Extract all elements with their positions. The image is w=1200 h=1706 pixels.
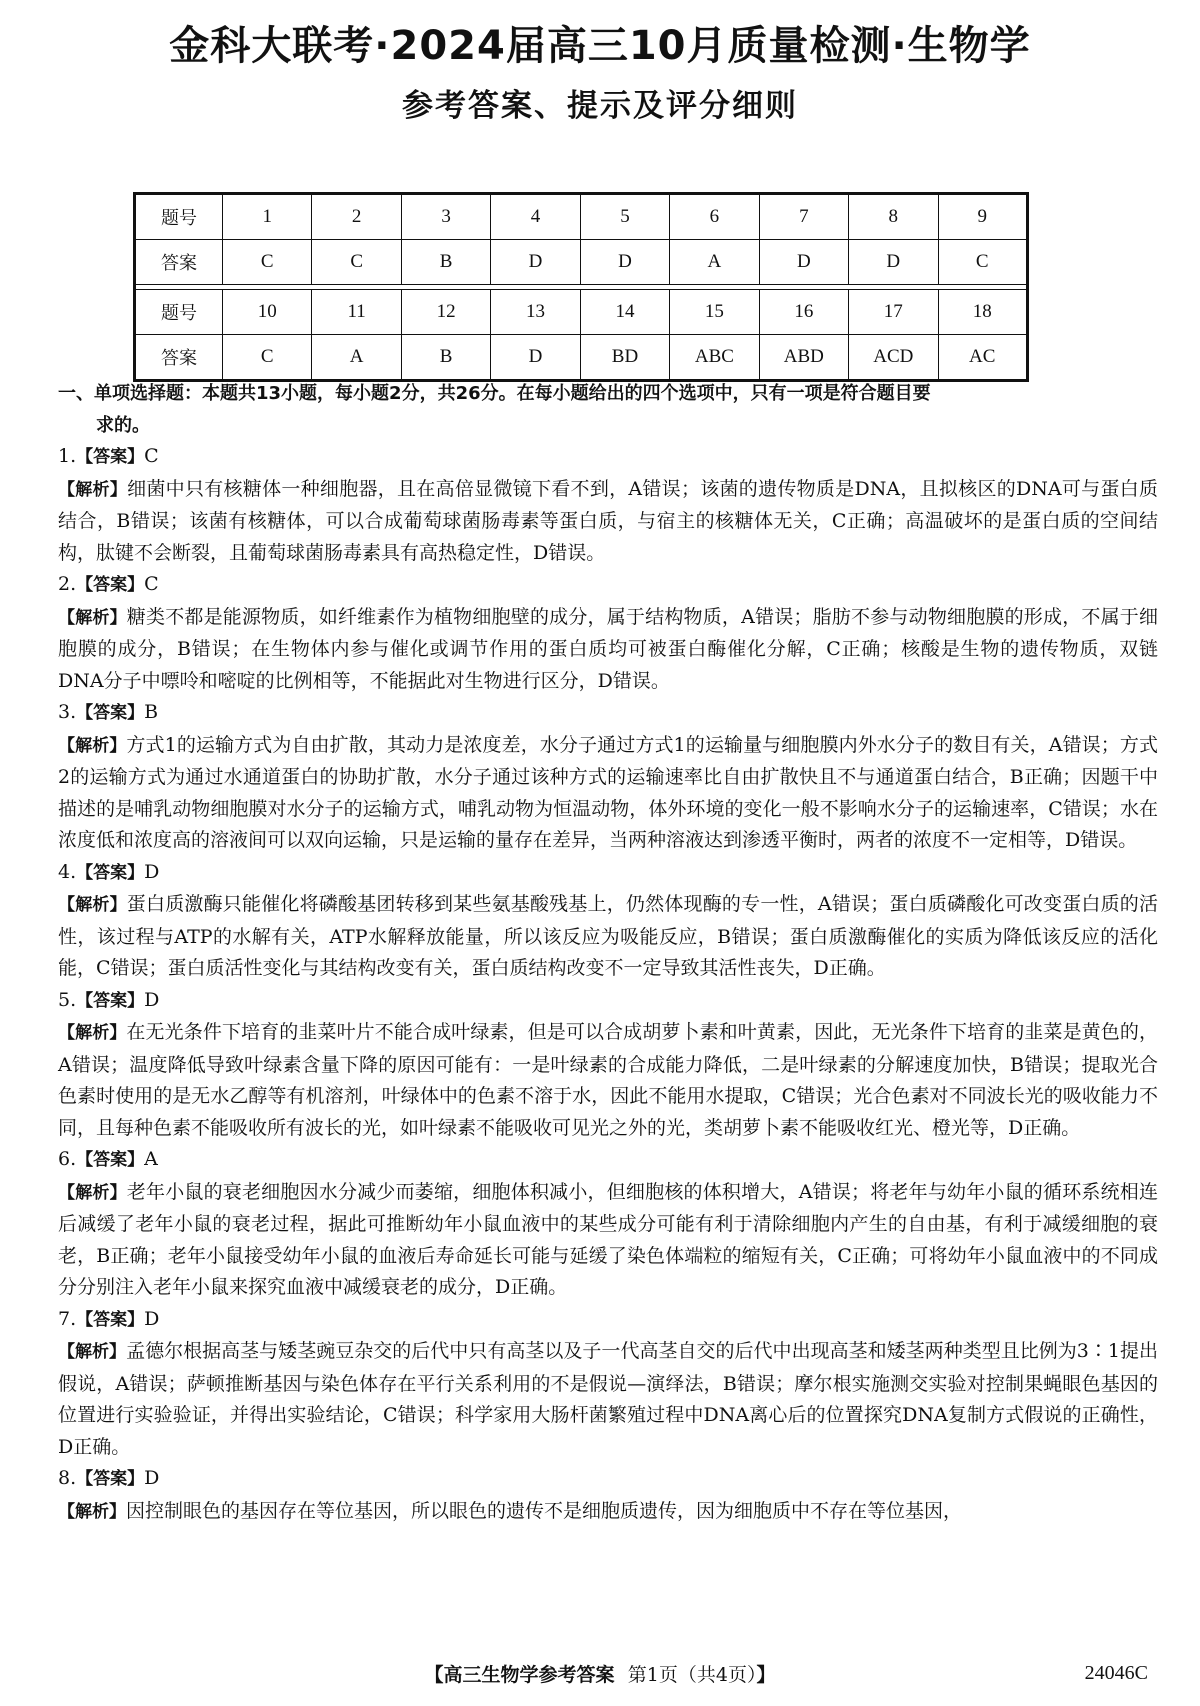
- analysis-text: 蛋白质激酶只能催化将磷酸基团转移到某些氨基酸残基上，仍然体现酶的专一性，A错误；蛋白质磷酸化可改变蛋白质的活性，该过程与ATP的水解有关，ATP水解释放能量，所以该反应为吸能反应，B错误；蛋白质激酶催化的实质为降低该反应的活化能，C错误；蛋白质活性变化与其结构改变有关，蛋白质结构改变不一定导致其活性丧失，D正确。: [58, 893, 1158, 979]
- analysis-text: 在无光条件下培育的韭菜叶片不能合成叶绿素，但是可以合成胡萝卜素和叶黄素，因此，无光条件下培育的韭菜是黄色的，A错误；温度降低导致叶绿素含量下降的原因可能有：一是叶绿素的合成能力降低，二是叶绿素的分解速度加快，B错误；提取光合色素时使用的是无水乙醇等有机溶剂，叶绿体中的色素不溶于水，因此不能用水提取，C错误；光合色素对不同波长光的吸收能力不同，且每种色素不能吸收所有波长的光，如叶绿素不能吸收可见光之外的光，类胡萝卜素不能吸收红光、橙光等，D正确。: [58, 1021, 1158, 1139]
- analysis-paragraph: [58, 474, 1158, 570]
- answer-value: D: [144, 1467, 160, 1489]
- answer-cell: BD: [580, 335, 669, 381]
- question-item: [58, 857, 1158, 985]
- question-number-cell: 2: [312, 194, 401, 240]
- question-number-cell: 3: [401, 194, 490, 240]
- question-number-cell: 9: [938, 194, 1028, 240]
- analysis-paragraph: [58, 1177, 1158, 1304]
- question-number: 2.: [58, 573, 77, 595]
- analysis-text: 细菌中只有核糖体一种细胞器，且在高倍显微镜下看不到，A错误；该菌的遗传物质是DNA，且拟核区的DNA可与蛋白质结合，B错误；该菌有核糖体，可以合成葡萄球菌肠毒素等蛋白质，与宿主的核糖体无关，C正确；高温破坏的是蛋白质的空间结构，肽键不会断裂，且葡萄球菌肠毒素具有高热稳定性，D错误。: [58, 477, 1158, 564]
- analysis-text: 老年小鼠的衰老细胞因水分减少而萎缩，细胞体积减小，但细胞核的体积增大，A错误；将老年与幼年小鼠的循环系统相连后减缓了老年小鼠的衰老过程，据此可推断幼年小鼠血液中的某些成分可能有利于清除细胞内产生的自由基，有利于减缓细胞的衰老，B正确；老年小鼠接受幼年小鼠的血液后寿命延长可能与延缓了染色体端粒的缩短有关，C正确；可将幼年小鼠血液中的不同成分分别注入老年小鼠来探究血液中减缓衰老的成分，D正确。: [58, 1180, 1158, 1298]
- answer-tag: 【答案】: [76, 1469, 145, 1489]
- answer-table-answer-row: [135, 240, 1028, 285]
- explanations: [58, 378, 1158, 1528]
- analysis-paragraph: [58, 602, 1158, 698]
- answer-cell: AC: [938, 335, 1028, 381]
- analysis-text: 糖类不都是能源物质，如纤维素作为植物细胞壁的成分，属于结构物质，A错误；脂肪不参与动物细胞膜的形成，不属于细胞膜的成分，B错误；在生物体内参与催化或调节作用的蛋白质均可被蛋白酶催化分解，C正确；核酸是生物的遗传物质，双链DNA分子中嘌呤和嘧啶的比例相等，不能据此对生物进行区分，D错误。: [58, 605, 1158, 692]
- page-subtitle: 参考答案、提示及评分细则: [402, 88, 798, 124]
- analysis-paragraph: [58, 730, 1158, 857]
- page-title: 金科大联考·2024届高三10月质量检测·生物学: [169, 23, 1031, 69]
- analysis-tag: 【解析】: [58, 735, 127, 756]
- answer-cell: ACD: [849, 335, 938, 381]
- footer-page-number: 第1页（共4页）: [627, 1664, 757, 1686]
- answer-cell: A: [312, 335, 401, 381]
- answer-tag: 【答案】: [76, 862, 145, 883]
- question-number-cell: 1: [223, 194, 312, 240]
- question-number-cell: 4: [491, 194, 580, 240]
- answer-line: [58, 569, 1158, 602]
- question-number: 1.: [58, 445, 77, 467]
- answer-table-answer-row: [135, 335, 1028, 381]
- analysis-paragraph: [58, 1017, 1158, 1144]
- answer-cell: ABD: [759, 335, 848, 381]
- question-number: 4.: [58, 860, 77, 883]
- question-number-cell: 13: [491, 290, 580, 335]
- question-number: 7.: [58, 1307, 77, 1330]
- question-number: 6.: [58, 1148, 77, 1170]
- answer-cell: C: [223, 335, 312, 381]
- answer-value: C: [144, 445, 159, 467]
- question-number-cell: 5: [580, 194, 669, 240]
- question-number-cell: 6: [670, 194, 759, 240]
- answer-tag: 【答案】: [76, 1309, 145, 1330]
- question-number-cell: 11: [312, 290, 401, 335]
- answer-cell: C: [312, 240, 401, 285]
- page-footer: [0, 1660, 1200, 1687]
- answer-line: [58, 1463, 1158, 1496]
- answer-cell: D: [849, 240, 938, 285]
- analysis-paragraph: [58, 1336, 1158, 1463]
- question-number: 8.: [58, 1467, 77, 1489]
- question-number-cell: 18: [938, 290, 1028, 335]
- answer-line: [58, 441, 1158, 474]
- analysis-tag: 【解析】: [58, 1342, 127, 1362]
- question-number-cell: 15: [670, 290, 759, 335]
- question-number: 3.: [58, 701, 77, 723]
- question-item: [58, 985, 1158, 1145]
- answer-value: C: [144, 573, 159, 595]
- answer-line: [58, 697, 1158, 730]
- row-label-answer: 答案: [135, 335, 223, 381]
- section-heading-line1: 一、单项选择题：本题共13小题，每小题2分，共26分。在每小题给出的四个选项中，只有一项是符合题目要: [58, 383, 931, 404]
- section-heading-continued: [58, 410, 1158, 442]
- answer-cell: D: [491, 335, 580, 381]
- analysis-paragraph: [58, 1496, 1158, 1529]
- question-number: 5.: [58, 988, 77, 1011]
- question-number-cell: 10: [223, 290, 312, 335]
- answer-cell: ABC: [670, 335, 759, 381]
- question-item: [58, 569, 1158, 697]
- analysis-tag: 【解析】: [58, 1501, 126, 1522]
- answer-cell: A: [670, 240, 759, 285]
- analysis-tag: 【解析】: [58, 1182, 127, 1203]
- question-item: [58, 1463, 1158, 1528]
- answer-tag: 【答案】: [76, 575, 145, 595]
- question-number-cell: 8: [849, 194, 938, 240]
- question-number-cell: 17: [849, 290, 938, 335]
- question-number-cell: 14: [580, 290, 669, 335]
- answer-tag: 【答案】: [76, 447, 145, 467]
- row-label-number: 题号: [135, 290, 223, 335]
- section-heading: [58, 378, 1158, 410]
- answer-line: [58, 1144, 1158, 1177]
- answer-cell: C: [223, 240, 312, 285]
- analysis-text: 方式1的运输方式为自由扩散，其动力是浓度差，水分子通过方式1的运输量与细胞膜内外水分子的数目有关，A错误；方式2的运输方式为通过水通道蛋白的协助扩散，水分子通过该种方式的运输速率比自由扩散快且不与通道蛋白结合，B正确；因题干中描述的是哺乳动物细胞膜对水分子的运输方式，哺乳动物为恒温动物，体外环境的变化一般不影响水分子的运输速率，C错误；水在浓度低和浓度高的溶液间可以双向运输，只是运输的量存在差异，当两种溶液达到渗透平衡时，两者的浓度不一定相等，D错误。: [58, 733, 1158, 851]
- analysis-text: 因控制眼色的基因存在等位基因，所以眼色的遗传不是细胞质遗传，因为细胞质中不存在等位基因，: [126, 1499, 963, 1522]
- question-item: [58, 441, 1158, 569]
- question-item: [58, 1144, 1158, 1304]
- answer-cell: D: [759, 240, 848, 285]
- analysis-tag: 【解析】: [58, 607, 127, 628]
- answer-table: [133, 192, 1029, 382]
- answer-tag: 【答案】: [76, 1150, 145, 1170]
- answer-cell: D: [491, 240, 580, 285]
- answer-cell: B: [401, 240, 490, 285]
- question-item: [58, 1304, 1158, 1464]
- question-number-cell: 16: [759, 290, 848, 335]
- answer-value: B: [144, 701, 159, 723]
- answer-table-number-row: [135, 290, 1028, 335]
- answer-line: [58, 857, 1158, 890]
- answer-line: [58, 1304, 1158, 1337]
- answer-value: A: [144, 1148, 158, 1170]
- document-code: 24046C: [1084, 1662, 1148, 1684]
- answer-line: [58, 985, 1158, 1018]
- answer-value: D: [144, 860, 160, 883]
- answer-tag: 【答案】: [76, 703, 145, 723]
- row-label-answer: 答案: [135, 240, 223, 285]
- answer-cell: D: [580, 240, 669, 285]
- analysis-tag: 【解析】: [58, 895, 127, 915]
- answer-cell: C: [938, 240, 1028, 285]
- row-label-number: 题号: [135, 194, 223, 240]
- analysis-text: 孟德尔根据高茎与矮茎豌豆杂交的后代中只有高茎以及子一代高茎自交的后代中出现高茎和矮茎两种类型且比例为3∶1提出假说，A错误；萨顿推断基因与染色体存在平行关系利用的不是假说—演绎法，B错误；摩尔根实施测交实验对控制果蝇眼色基因的位置进行实验验证，并得出实验结论，C错误；科学家用大肠杆菌繁殖过程中DNA离心后的位置探究DNA复制方式假说的正确性，D正确。: [58, 1340, 1158, 1458]
- question-item: [58, 697, 1158, 857]
- answer-value: D: [144, 988, 160, 1011]
- analysis-tag: 【解析】: [58, 1023, 127, 1043]
- section-heading-line2: 求的。: [96, 414, 150, 436]
- analysis-paragraph: [58, 889, 1158, 985]
- answer-cell: B: [401, 335, 490, 381]
- footer-bracket: 】: [756, 1664, 776, 1686]
- question-number-cell: 7: [759, 194, 848, 240]
- answer-value: D: [144, 1307, 160, 1330]
- answer-table-number-row: [135, 194, 1028, 240]
- answer-tag: 【答案】: [76, 990, 145, 1011]
- question-number-cell: 12: [401, 290, 490, 335]
- analysis-tag: 【解析】: [58, 479, 128, 500]
- footer-title: 【高三生物学参考答案: [424, 1664, 615, 1686]
